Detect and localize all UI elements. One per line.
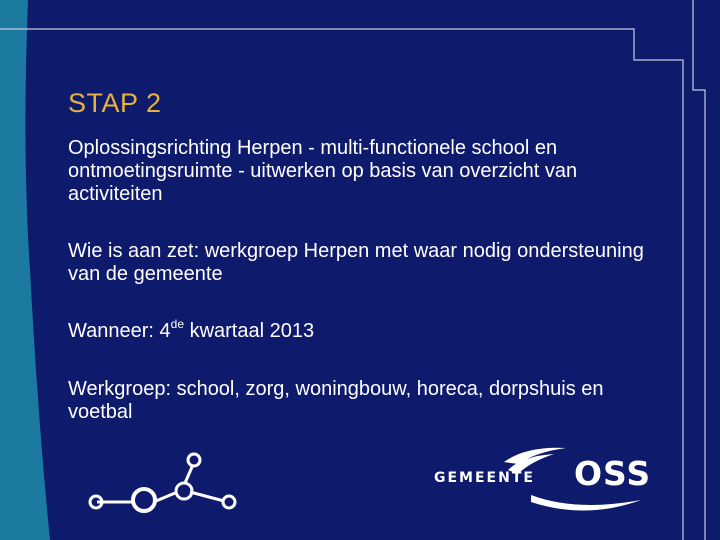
logo-word-oss: OSS [574,454,652,493]
when-superscript: de [170,317,185,331]
molecule-network-icon [80,445,260,525]
paragraph-solution: Oplossingsrichting Herpen - multi-functionele school en ontmoetingsruimte - uitwerken op basis van overzicht van activiteiten [68,137,578,205]
paragraph-workgroup: Werkgroep: school, zorg, woningbouw, horeca, dorpshuis en voetbal [68,378,604,423]
when-prefix: Wanneer: 4 [68,320,171,342]
gemeente-oss-logo [426,440,656,520]
paragraph-when [68,317,668,343]
logo-word-gemeente: GEMEENTE [434,470,535,486]
paragraph-responsible: Wie is aan zet: werkgroep Herpen met waar nodig ondersteuning van de gemeente [68,240,644,285]
slide-title: STAP 2 [68,88,162,118]
when-suffix: kwartaal 2013 [184,320,315,342]
